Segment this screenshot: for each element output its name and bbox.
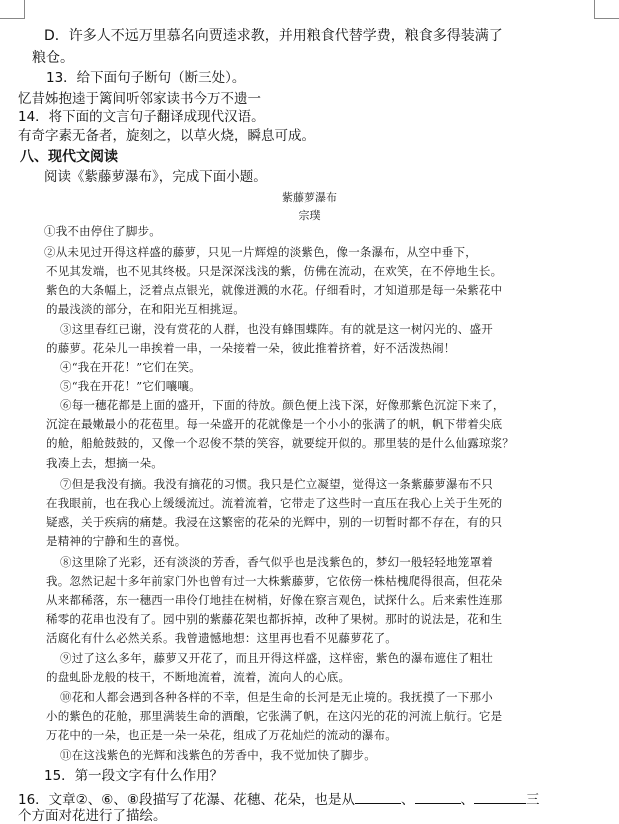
paragraph-2-line-1: ②从未见过开得这样盛的藤萝，只见一片辉煌的淡紫色，像一条瀑布，从空中垂下， [44, 245, 477, 259]
question-16-line-2: 个方面对花进行了描绘。 [18, 808, 167, 824]
paragraph-2-line-2: 不见其发端，也不见其终极。只是深深浅浅的紫，仿佛在流动，在欢笑，在不停地生长。 [46, 264, 503, 278]
question-15: 15．第一段文字有什么作用？ [44, 768, 224, 784]
paragraph-9-line-1: ⑨过了这么多年，藤萝又开花了，而且开得这样盛，这样密，紫色的瀑布遮住了粗壮 [60, 651, 493, 665]
question-13: 13．给下面句子断句（断三处）。 [46, 70, 246, 86]
paragraph-8-line-3: 从来都稀落，东一穗西一串伶仃地挂在树梢，好像在察言观色，试探什么。后来索性连那 [46, 593, 503, 607]
paragraph-6-line-1: ⑥每一穗花都是上面的盛开，下面的待放。颜色便上浅下深，好像那紫色沉淀下来了， [60, 398, 505, 412]
question-14: 14．将下面的文言句子翻译成现代汉语。 [18, 109, 265, 125]
crop-mark-top-right [594, 0, 619, 19]
paragraph-2-line-3: 紫色的大条幅上，泛着点点银光，就像迸溅的水花。仔细看时，才知道那是每一朵紫花中 [46, 283, 503, 297]
paragraph-7-line-3: 疑惑，关于疾病的痛楚。我浸在这繁密的花朵的光辉中，别的一切暂时都不存在，有的只 [46, 515, 503, 529]
paragraph-11: ⑪在这浅紫色的光辉和浅紫色的芳香中，我不觉加快了脚步。 [60, 748, 376, 762]
option-d-line1: D．许多人不远万里慕名向贾逵求教，并用粮食代替学费，粮食多得装满了 [44, 28, 503, 44]
question-16-text: 16．文章②、⑥、⑧段描写了花瀑、花穗、花朵，也是从 [18, 792, 355, 808]
paragraph-10-line-2: 小的紫色的花舱，那里满装生命的酒酿，它张满了帆，在这闪光的花的河流上航行。它是 [46, 709, 503, 723]
answer-blank-3[interactable] [474, 791, 526, 804]
crop-mark-top-left [0, 0, 25, 19]
paragraph-3-line-1: ③这里春红已谢，没有赏花的人群，也没有蜂围蝶阵。有的就是这一树闪光的、盛开 [60, 322, 493, 336]
paragraph-6-line-4: 我凑上去，想摘一朵。 [46, 456, 163, 470]
paragraph-10-line-3: 万花中的一朵，也正是一朵一朵花，组成了万花灿烂的流动的瀑布。 [46, 728, 397, 742]
paragraph-5: ⑤“我在开花！”它们嚷嚷。 [60, 379, 201, 393]
question-16-tail: 三 [526, 792, 540, 808]
paragraph-2-line-4: 的最浅淡的部分，在和阳光互相挑逗。 [46, 302, 245, 316]
question-13-sentence: 忆昔姊抱逵于篱间听邻家读书今万不遗一 [18, 91, 261, 107]
section-heading: 八、现代文阅读 [20, 149, 118, 165]
article-title: 紫藤萝瀑布 [282, 191, 337, 204]
paragraph-6-line-2: 沉淀在最嫩最小的花苞里。每一朵盛开的花就像是一个小小的张满了的帆，帆下带着尖底 [46, 417, 503, 431]
paragraph-1: ①我不由停住了脚步。 [44, 224, 161, 238]
question-14-sentence: 有奇字素无备者，旋刻之，以草火烧，瞬息可成。 [18, 128, 315, 144]
paragraph-8-line-1: ⑧这里除了光彩，还有淡淡的芳香，香气似乎也是浅紫色的，梦幻一般轻轻地笼罩着 [60, 555, 493, 569]
question-16-separator-1: 、 [401, 792, 415, 808]
question-16-separator-2: 、 [460, 792, 474, 808]
paragraph-9-line-2: 的盘虬卧龙般的枝干，不断地流着，流着，流向人的心底。 [46, 670, 351, 684]
option-d-line2: 粮仓。 [32, 50, 74, 66]
question-16-line-1 [18, 791, 540, 808]
paragraph-7-line-2: 在我眼前，也在我心上缓缓流过。流着流着，它带走了这些时一直压在我心上关于生死的 [46, 496, 503, 510]
paragraph-8-line-4: 稀零的花串也没有了。园中别的紫藤花架也都拆掉，改种了果树。那时的说法是，花和生 [46, 612, 503, 626]
answer-blank-2[interactable] [415, 791, 461, 804]
paragraph-6-line-3: 的舱，船舱鼓鼓的，又像一个忍俊不禁的笑容，就要绽开似的。那里装的是什么仙露琼浆？ [46, 436, 514, 450]
paragraph-7-line-1: ⑦但是我没有摘。我没有摘花的习惯。我只是伫立凝望，觉得这一条紫藤萝瀑布不只 [60, 477, 493, 491]
paragraph-8-line-5: 活腐化有什么必然关系。我曾遗憾地想：这里再也看不见藤萝花了。 [46, 631, 397, 645]
article-author: 宗璞 [298, 209, 321, 222]
paragraph-10-line-1: ⑩花和人都会遇到各种各样的不幸，但是生命的长河是无止境的。我抚摸了一下那小 [60, 690, 493, 704]
paragraph-4: ④“我在开花！”它们在笑。 [60, 360, 201, 374]
paragraph-3-line-2: 的藤萝。花朵儿一串挨着一串，一朵接着一朵，彼此推着挤着，好不活泼热闹！ [46, 341, 456, 355]
reading-instruction: 阅读《紫藤萝瀑布》，完成下面小题。 [44, 169, 267, 185]
answer-blank-1[interactable] [355, 791, 401, 804]
paragraph-7-line-4: 是精神的宁静和生的喜悦。 [46, 534, 187, 548]
paragraph-8-line-2: 我。忽然记起十多年前家门外也曾有过一大株紫藤萝，它依傍一株枯槐爬得很高，但花朵 [46, 574, 503, 588]
